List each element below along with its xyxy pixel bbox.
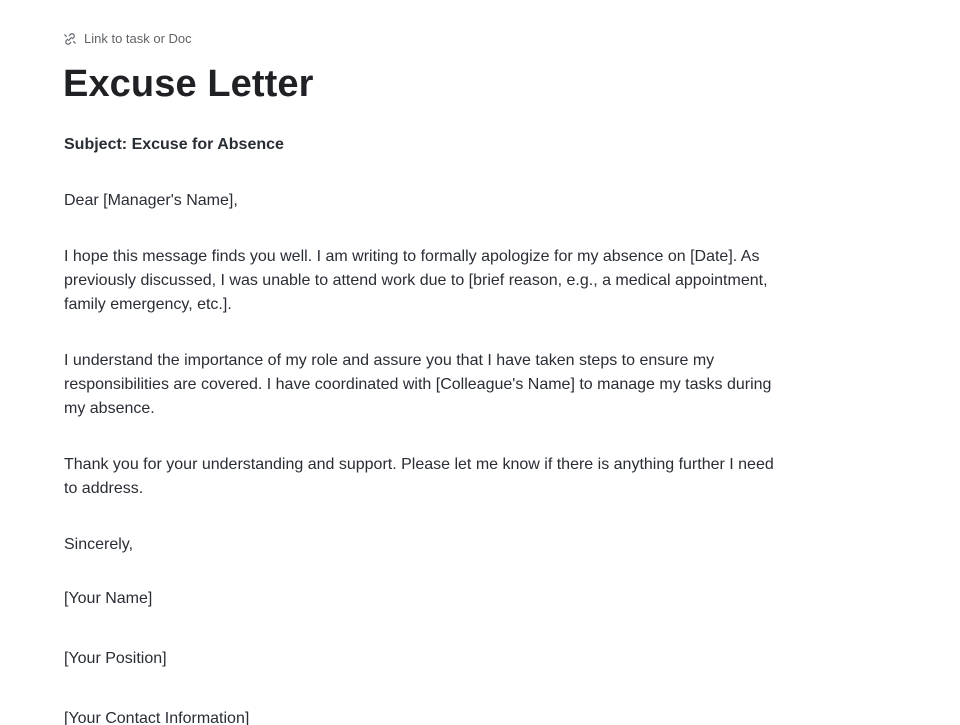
link-to-task-label: Link to task or Doc [84,31,192,46]
paragraph-2: I understand the importance of my role and assure you that I have taken steps to ensure my responsibilities are covered. I have coordinated with [Colleague's Name] to manage my tasks during my absence. [64,352,772,417]
document-body[interactable] [64,133,779,725]
closing: Sincerely, [64,536,134,553]
subject-line: Subject: Excuse for Absence [64,136,284,153]
greeting: Dear [Manager's Name], [64,192,238,209]
signature-contact: [Your Contact Information] [64,710,250,725]
signature-position: [Your Position] [64,650,167,667]
signature-name: [Your Name] [64,590,153,607]
document-title[interactable]: Excuse Letter [63,63,314,105]
paragraph-1: I hope this message finds you well. I am writing to formally apologize for my absence on [Date]. As previously discussed, I was unable to attend work due to [brief reason, e.g., a medical appointment, family emergency, etc.]. [64,248,768,313]
link-icon [63,32,77,46]
paragraph-3: Thank you for your understanding and support. Please let me know if there is anything further I need to address. [64,456,774,497]
link-to-task-button[interactable] [63,30,192,48]
signature-block [64,585,779,725]
